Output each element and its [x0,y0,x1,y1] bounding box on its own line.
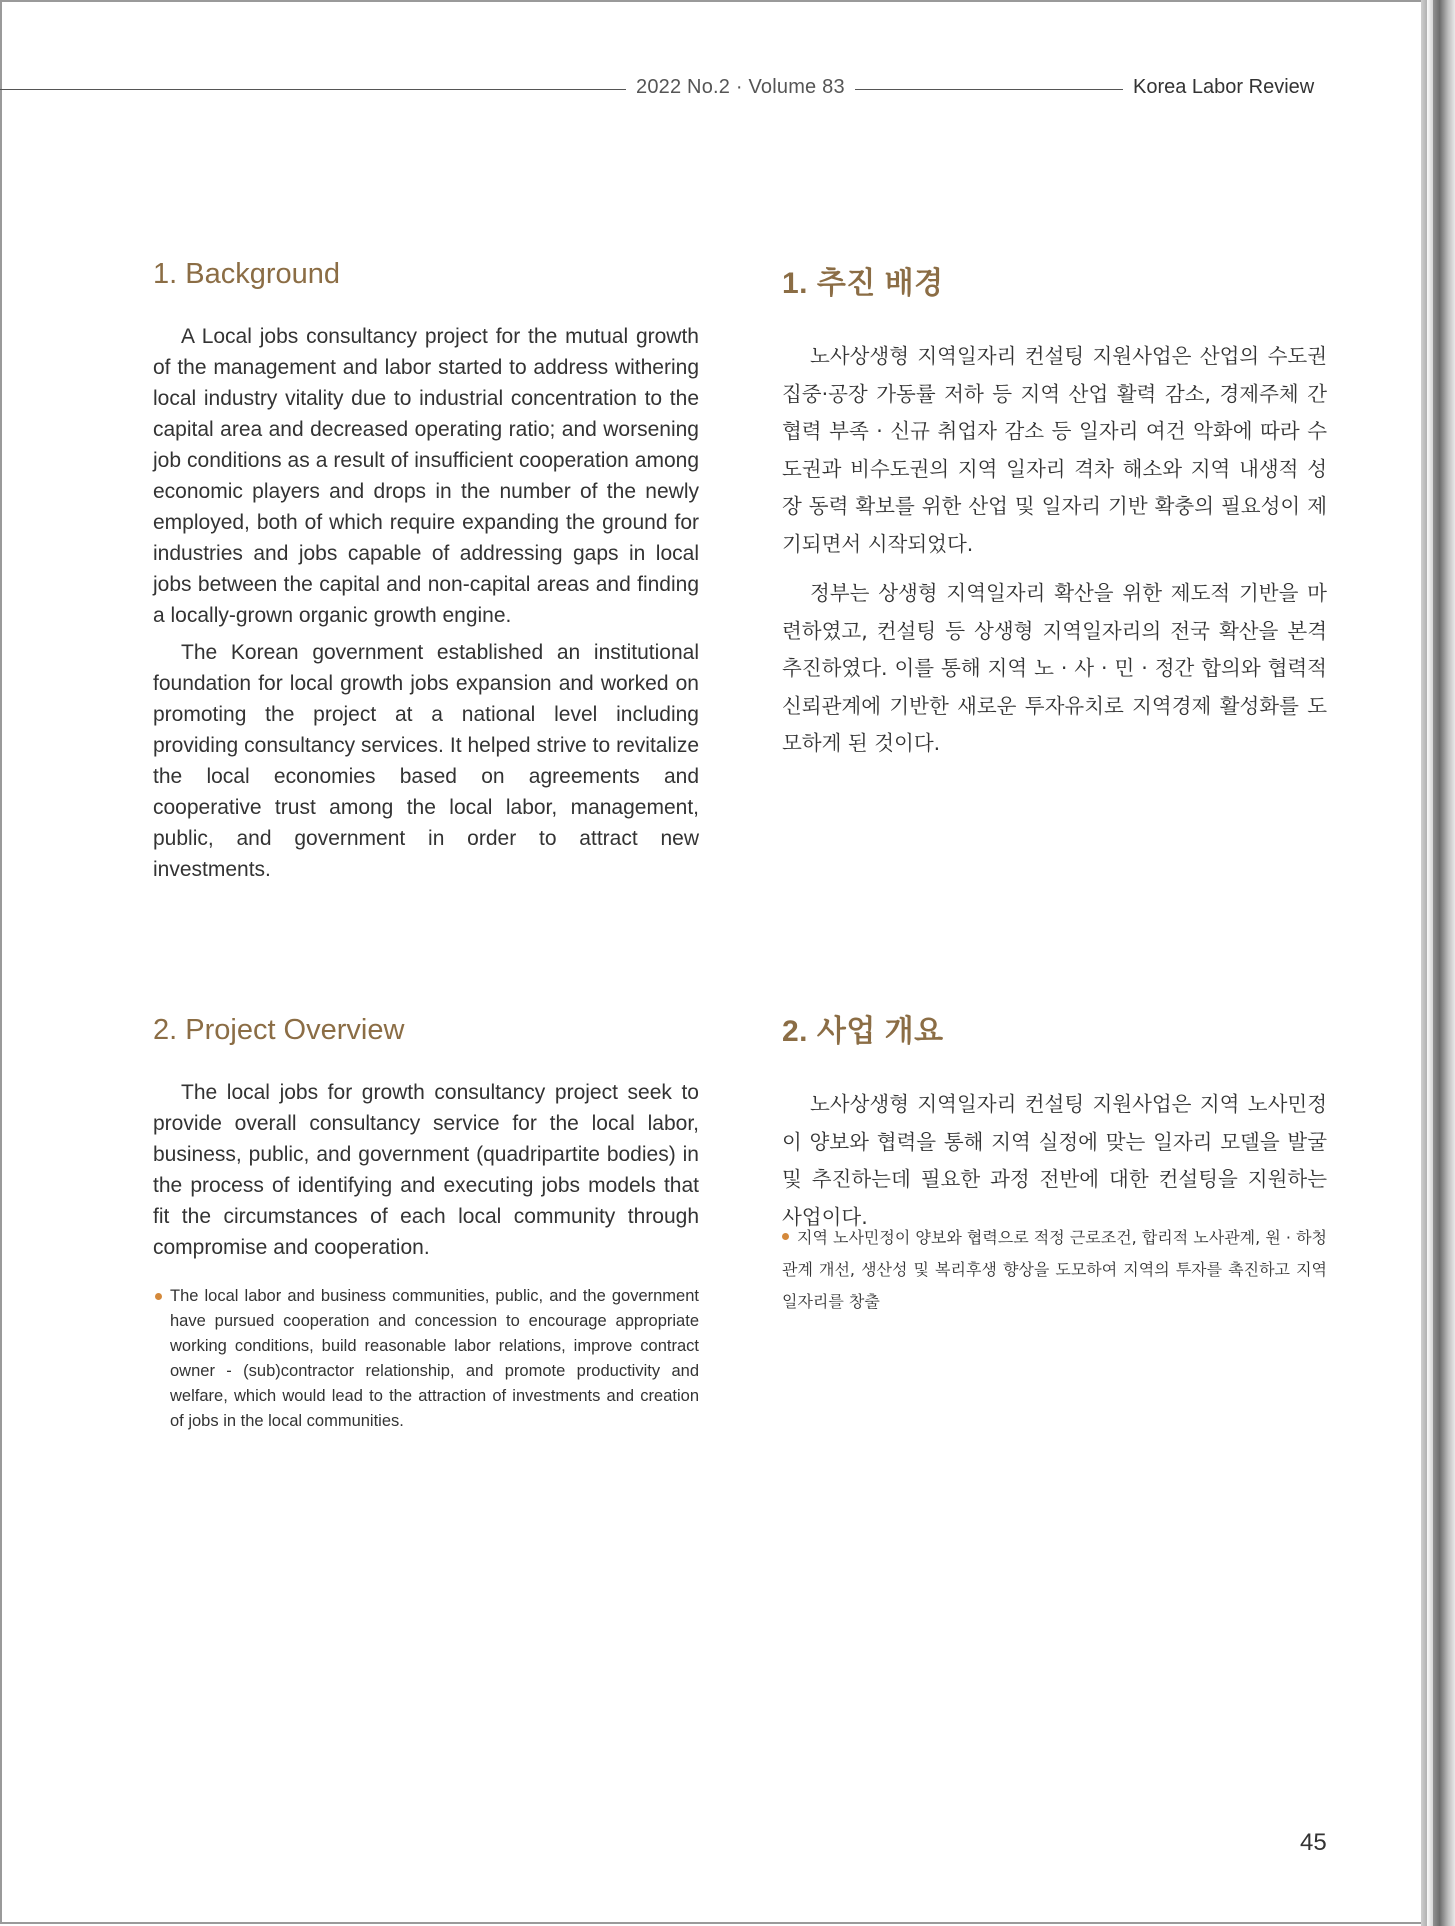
page-number: 45 [1300,1829,1327,1856]
overview-note-en [153,1284,699,1434]
bullet-dot-icon [782,1233,789,1240]
background-body-ko [782,338,1327,763]
bullet-note [153,1284,699,1434]
paragraph-ko: 정부는 상생형 지역일자리 확산을 위한 제도적 기반을 마련하였고, 컨설팅 등 상생형 지역일자리의 전국 확산을 본격 추진하였다. 이를 통해 지역 노 · 사 · 민 · 정간 합의와 협력적 신뢰관계에 기반한 새로운 투자유치로 지역경제 활성화를 도모하게 된 것이다. [782,581,1327,755]
bullet-dot-icon [155,1293,162,1300]
section-heading-background: 1. Background [153,258,341,290]
paragraph-ko: 노사상생형 지역일자리 컨설팅 지원사업은 산업의 수도권 집중·공장 가동률 저하 등 지역 산업 활력 감소, 경제주체 간 협력 부족 · 신규 취업자 감소 등 일자리 여건 악화에 따라 수도권과 비수도권의 지역 일자리 격차 해소와 지역 내생적 성장 동력 확보를 위한 산업 및 일자리 기반 확충의 필요성이 제기되면서 시작되었다. [782,344,1327,556]
overview-section-en [153,1014,699,1047]
header-rule-middle [855,89,1123,90]
paragraph: The Korean government established an institutional foundation for local growth jobs expansion and worked on promoting the project at a national level including providing consultancy services. It helped strive to revitalize the local economies based on agreements and cooperative trust among the local labor, management, public, and government in order to attract new investments. [153,641,699,881]
overview-body-en [153,1077,699,1263]
background-section-ko [782,258,1327,302]
section-heading-background-ko: 1. 추진 배경 [782,267,944,300]
paragraph-ko: 노사상생형 지역일자리 컨설팅 지원사업은 지역 노사민정이 양보와 협력을 통해 지역 실정에 맞는 일자리 모델을 발굴 및 추진하는데 필요한 과정 전반에 대한 컨설팅을 지원하는 사업이다. [782,1092,1327,1229]
overview-body-ko [782,1086,1327,1236]
background-body-en [153,321,699,885]
paragraph: The local jobs for growth consultancy project seek to provide overall consultancy service for the local labor, business, public, and government (quadripartite bodies) in the process of identifying and executing jobs models that fit the circumstances of each local community through compromise and cooperation. [153,1081,699,1259]
issue-label: 2022 No.2 · Volume 83 [636,76,845,98]
page-curl-highlight [1427,0,1433,1926]
bullet-text: The local labor and business communities, public, and the government have pursued cooperation and concession to encourage appropriate working conditions, build reasonable labor relations, improve contract owner - (sub)contractor relationship, and promote productivity and welfare, which would lead to the attraction of investments and creation of jobs in the local communities. [170,1287,699,1430]
running-header [0,74,1340,104]
bullet-note-ko [782,1222,1327,1318]
background-section-en [153,258,699,291]
overview-section-ko [782,1006,1327,1050]
section-heading-overview: 2. Project Overview [153,1014,405,1046]
paragraph: A Local jobs consultancy project for the mutual growth of the management and labor started to address withering local industry vitality due to industrial concentration to the capital area and decreased operating ratio; and worsening job conditions as a result of insufficient cooperation among economic players and drops in the number of the newly employed, both of which require expanding the ground for industries and jobs capable of addressing gaps in local jobs between the capital and non-capital areas and finding a locally-grown organic growth engine. [153,325,699,627]
bullet-text-ko: 지역 노사민정이 양보와 협력으로 적정 근로조건, 합리적 노사관계, 원 · 하청 관계 개선, 생산성 및 복리후생 향상을 도모하여 지역의 투자를 촉진하고 지역일자리를 창출 [782,1228,1327,1311]
header-rule-left [0,89,626,90]
journal-title: Korea Labor Review [1133,76,1315,98]
overview-note-ko [782,1222,1327,1318]
section-heading-overview-ko: 2. 사업 개요 [782,1015,944,1048]
